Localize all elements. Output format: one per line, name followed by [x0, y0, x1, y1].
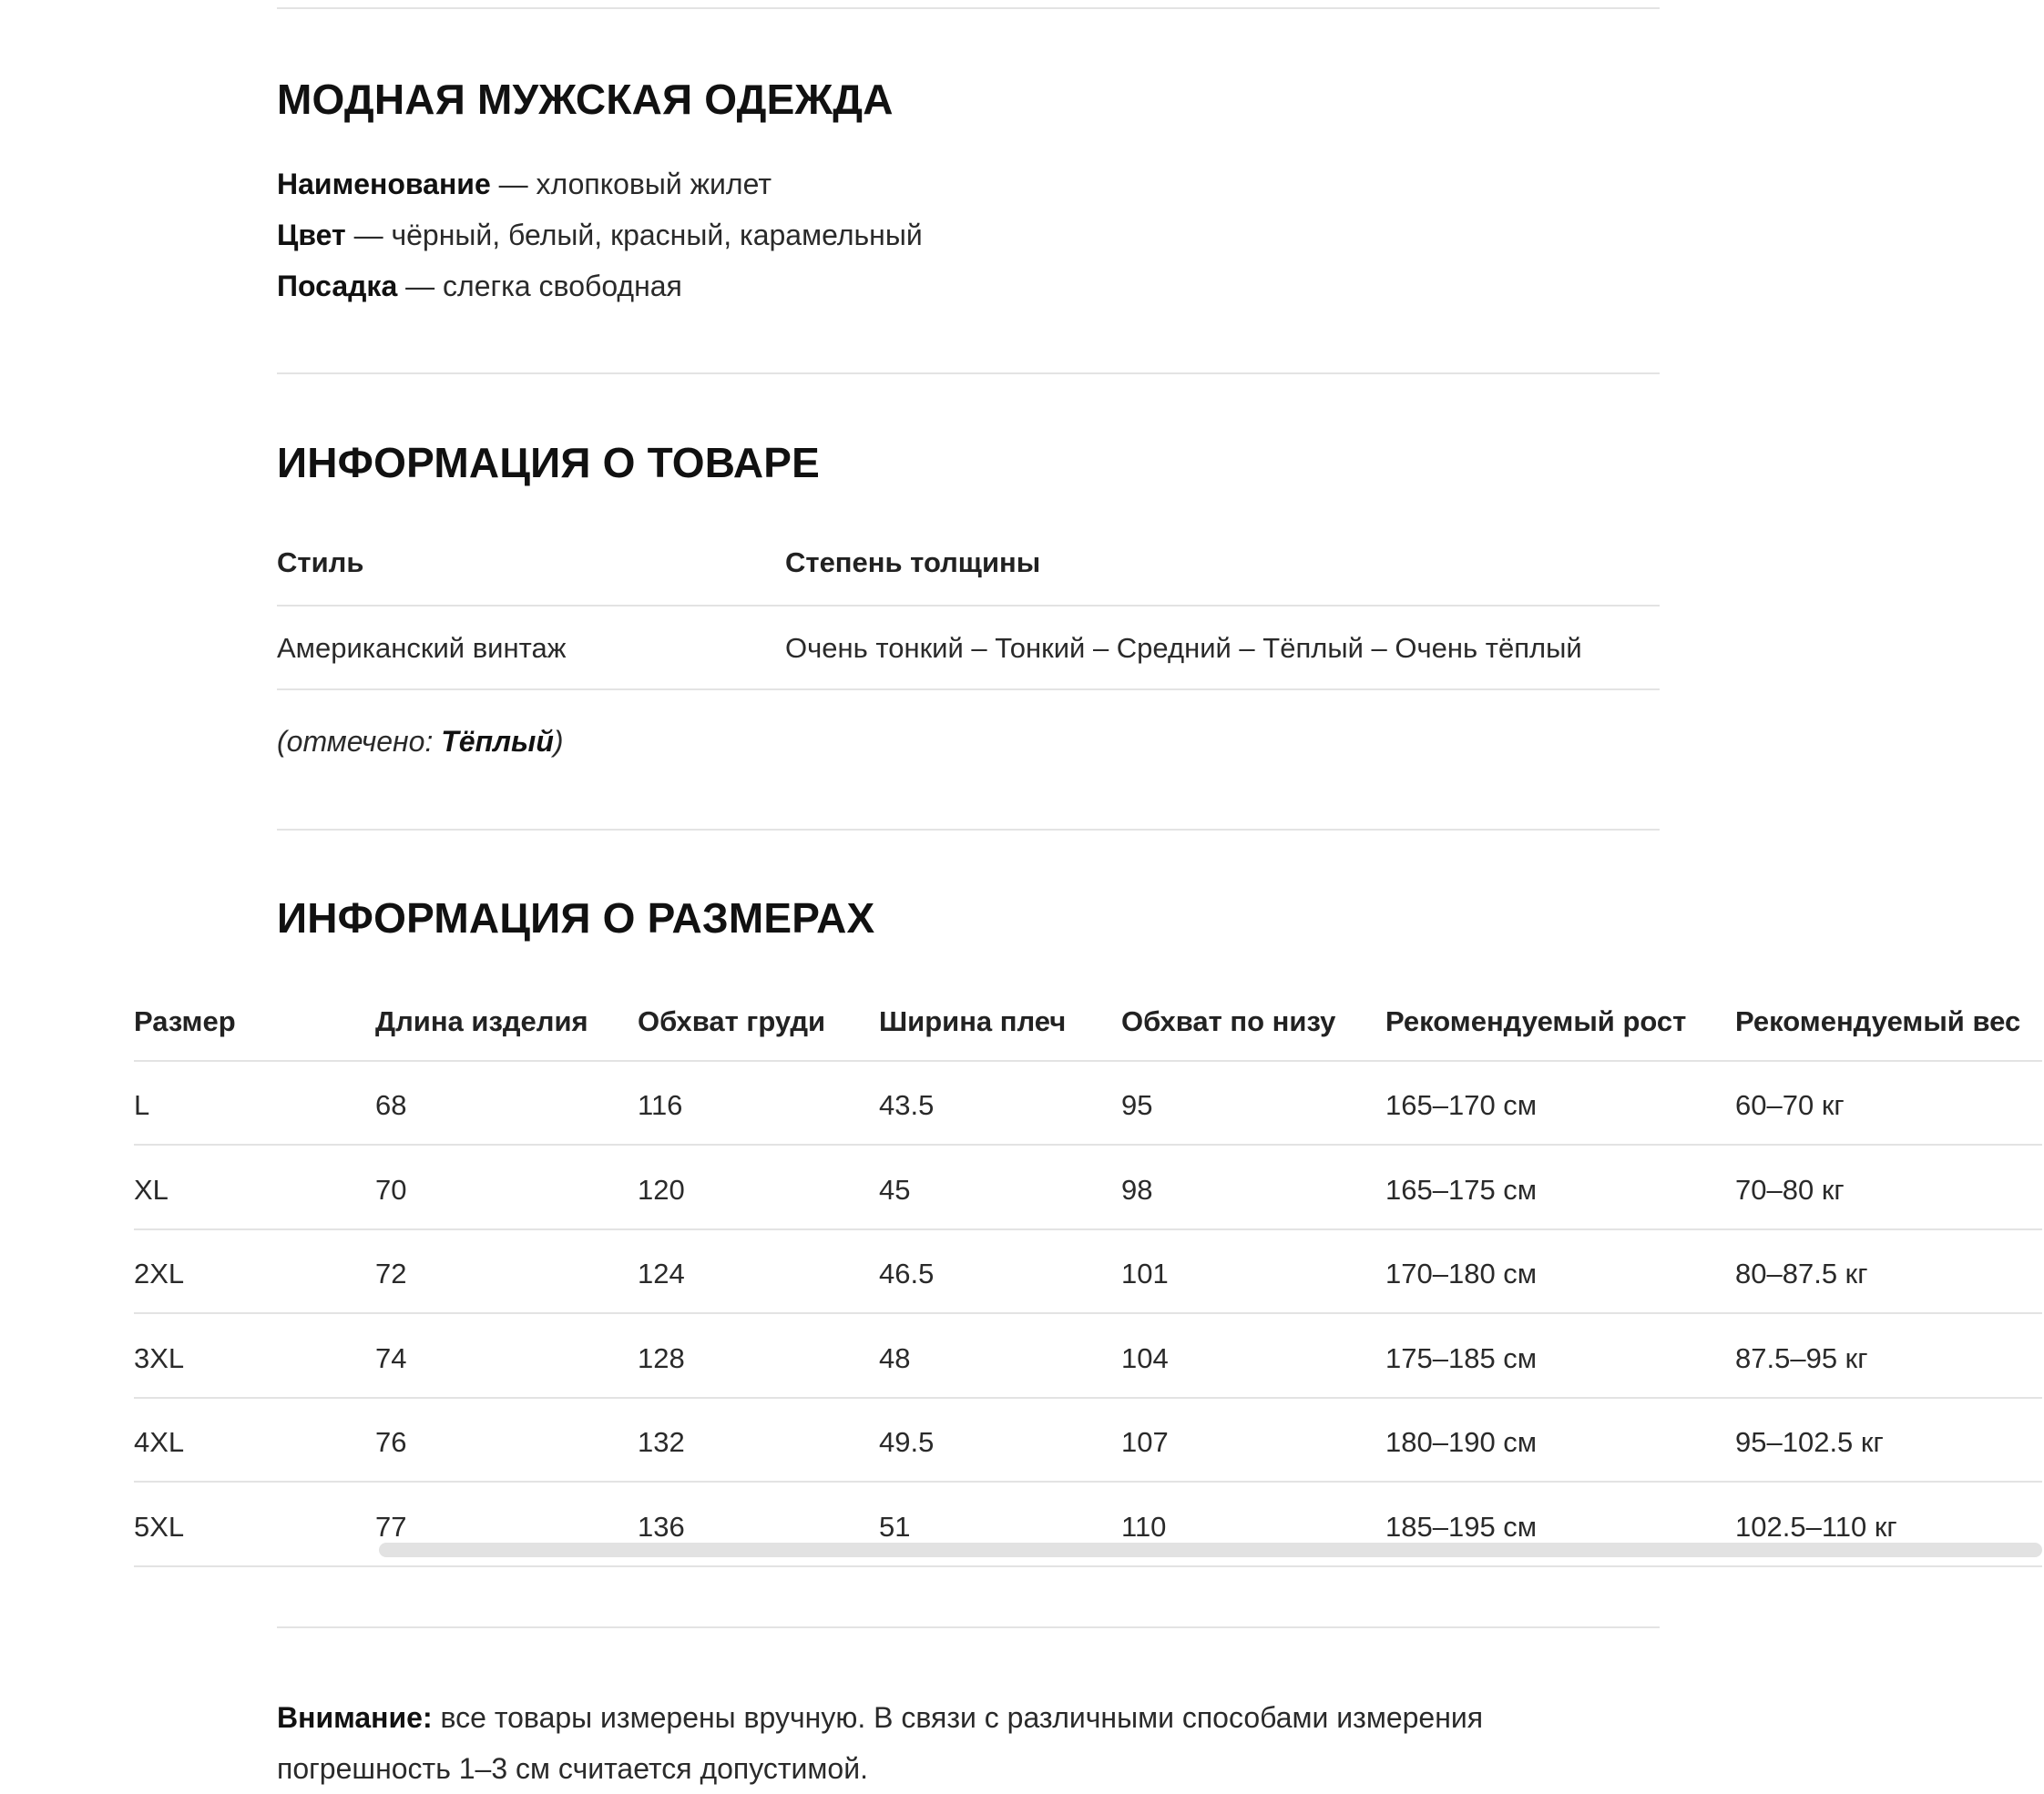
info-header-thickness: Степень толщины	[785, 546, 1041, 578]
size-table-cell: 175–185 см	[1385, 1341, 1538, 1374]
section-title-fashion: МОДНАЯ МУЖСКАЯ ОДЕЖДА	[277, 76, 894, 123]
spec-line-color	[277, 219, 923, 252]
table-row-divider	[134, 1228, 2042, 1230]
spec-value: — чёрный, белый, красный, карамельный	[345, 219, 923, 251]
section-divider	[277, 372, 1660, 374]
table-row-divider	[134, 1481, 2042, 1483]
size-table-cell: 60–70 кг	[1735, 1089, 1845, 1121]
info-value-thickness: Очень тонкий – Тонкий – Средний – Тёплый – Очень тёплый	[785, 632, 1582, 664]
size-table-cell: 98	[1121, 1173, 1153, 1206]
size-table-cell: 46.5	[879, 1258, 935, 1289]
size-table-cell: 107	[1121, 1426, 1169, 1458]
size-table-cell: 95	[1121, 1089, 1153, 1121]
size-table-cell: 77	[375, 1510, 407, 1543]
table-row-divider	[277, 688, 1660, 690]
size-header-chest: Обхват груди	[638, 1005, 826, 1037]
size-table-cell: 72	[375, 1258, 407, 1289]
size-table-cell: 165–175 см	[1385, 1173, 1538, 1206]
size-table-cell: 124	[638, 1258, 685, 1289]
size-table-cell: 165–170 см	[1385, 1089, 1538, 1121]
section-title-sizes: ИНФОРМАЦИЯ О РАЗМЕРАХ	[277, 894, 875, 942]
size-table-cell: 51	[879, 1510, 911, 1543]
spec-label: Цвет	[277, 219, 346, 251]
size-table-cell: 3XL	[134, 1341, 185, 1374]
size-table-cell: 43.5	[879, 1089, 935, 1121]
size-table-cell: 5XL	[134, 1510, 185, 1543]
size-table-cell: 132	[638, 1426, 685, 1458]
section-divider	[277, 829, 1660, 831]
size-table-cell: 74	[375, 1341, 407, 1374]
marked-suffix: )	[553, 725, 564, 758]
size-header-shoulder: Ширина плеч	[879, 1005, 1067, 1037]
size-header-hem: Обхват по низу	[1121, 1005, 1336, 1037]
note-text: все товары измерены вручную. В связи с различными способами измерения погрешность 1–3 см считается допустимой.	[277, 1701, 1484, 1785]
table-row-divider	[134, 1397, 2042, 1399]
size-table-cell: 49.5	[879, 1426, 935, 1458]
info-value-style: Американский винтаж	[277, 632, 567, 664]
size-table-cell: 2XL	[134, 1258, 185, 1289]
spec-line-fit	[277, 270, 682, 303]
spec-line-name	[277, 168, 772, 201]
size-header-length: Длина изделия	[375, 1005, 588, 1037]
spec-value: — слегка свободная	[397, 270, 682, 302]
size-header-size: Размер	[134, 1005, 236, 1037]
size-table-cell: 101	[1121, 1258, 1169, 1289]
size-header-weight: Рекомендуемый вес	[1735, 1005, 2021, 1037]
table-horizontal-scrollbar[interactable]	[379, 1543, 2042, 1557]
size-table-cell: 185–195 см	[1385, 1510, 1538, 1543]
size-table-cell: 102.5–110 кг	[1735, 1510, 1897, 1543]
table-row-divider	[134, 1060, 2042, 1062]
size-table-cell: 70–80 кг	[1735, 1173, 1845, 1206]
size-table-cell: XL	[134, 1173, 169, 1206]
spec-value: — хлопковый жилет	[490, 168, 772, 200]
size-table-cell: 120	[638, 1173, 685, 1206]
spec-label: Наименование	[277, 168, 491, 200]
spec-label: Посадка	[277, 270, 398, 302]
top-divider	[277, 7, 1660, 9]
section-divider	[277, 1626, 1660, 1628]
size-table-cell: 116	[638, 1089, 683, 1121]
measurement-note	[277, 1692, 1579, 1794]
marked-value: Тёплый	[441, 725, 554, 758]
size-table-cell: 48	[879, 1341, 911, 1374]
size-header-height: Рекомендуемый рост	[1385, 1005, 1687, 1037]
size-table-cell: 180–190 см	[1385, 1426, 1538, 1458]
size-table-cell: 4XL	[134, 1426, 185, 1458]
table-row-divider	[134, 1144, 2042, 1146]
note-label: Внимание:	[277, 1701, 433, 1734]
size-table-cell: 170–180 см	[1385, 1258, 1538, 1289]
size-table-cell: 68	[375, 1089, 407, 1121]
marked-thickness	[277, 725, 564, 759]
size-table-cell: 76	[375, 1426, 407, 1458]
size-table-cell: 87.5–95 кг	[1735, 1341, 1868, 1374]
info-header-style: Стиль	[277, 546, 364, 578]
size-table-cell: L	[134, 1089, 150, 1121]
size-table-cell: 128	[638, 1341, 685, 1374]
table-row-divider	[277, 605, 1660, 606]
section-title-product-info: ИНФОРМАЦИЯ О ТОВАРЕ	[277, 439, 821, 486]
size-table-cell: 110	[1121, 1510, 1167, 1543]
size-table-cell: 70	[375, 1173, 407, 1206]
table-row-divider	[134, 1565, 2042, 1567]
table-row-divider	[134, 1312, 2042, 1314]
size-table-cell: 104	[1121, 1341, 1169, 1374]
size-table-cell: 136	[638, 1510, 685, 1543]
size-table-cell: 95–102.5 кг	[1735, 1426, 1884, 1458]
size-table-cell: 80–87.5 кг	[1735, 1258, 1868, 1289]
size-table-cell: 45	[879, 1173, 911, 1206]
marked-prefix: (отмечено:	[277, 725, 442, 758]
